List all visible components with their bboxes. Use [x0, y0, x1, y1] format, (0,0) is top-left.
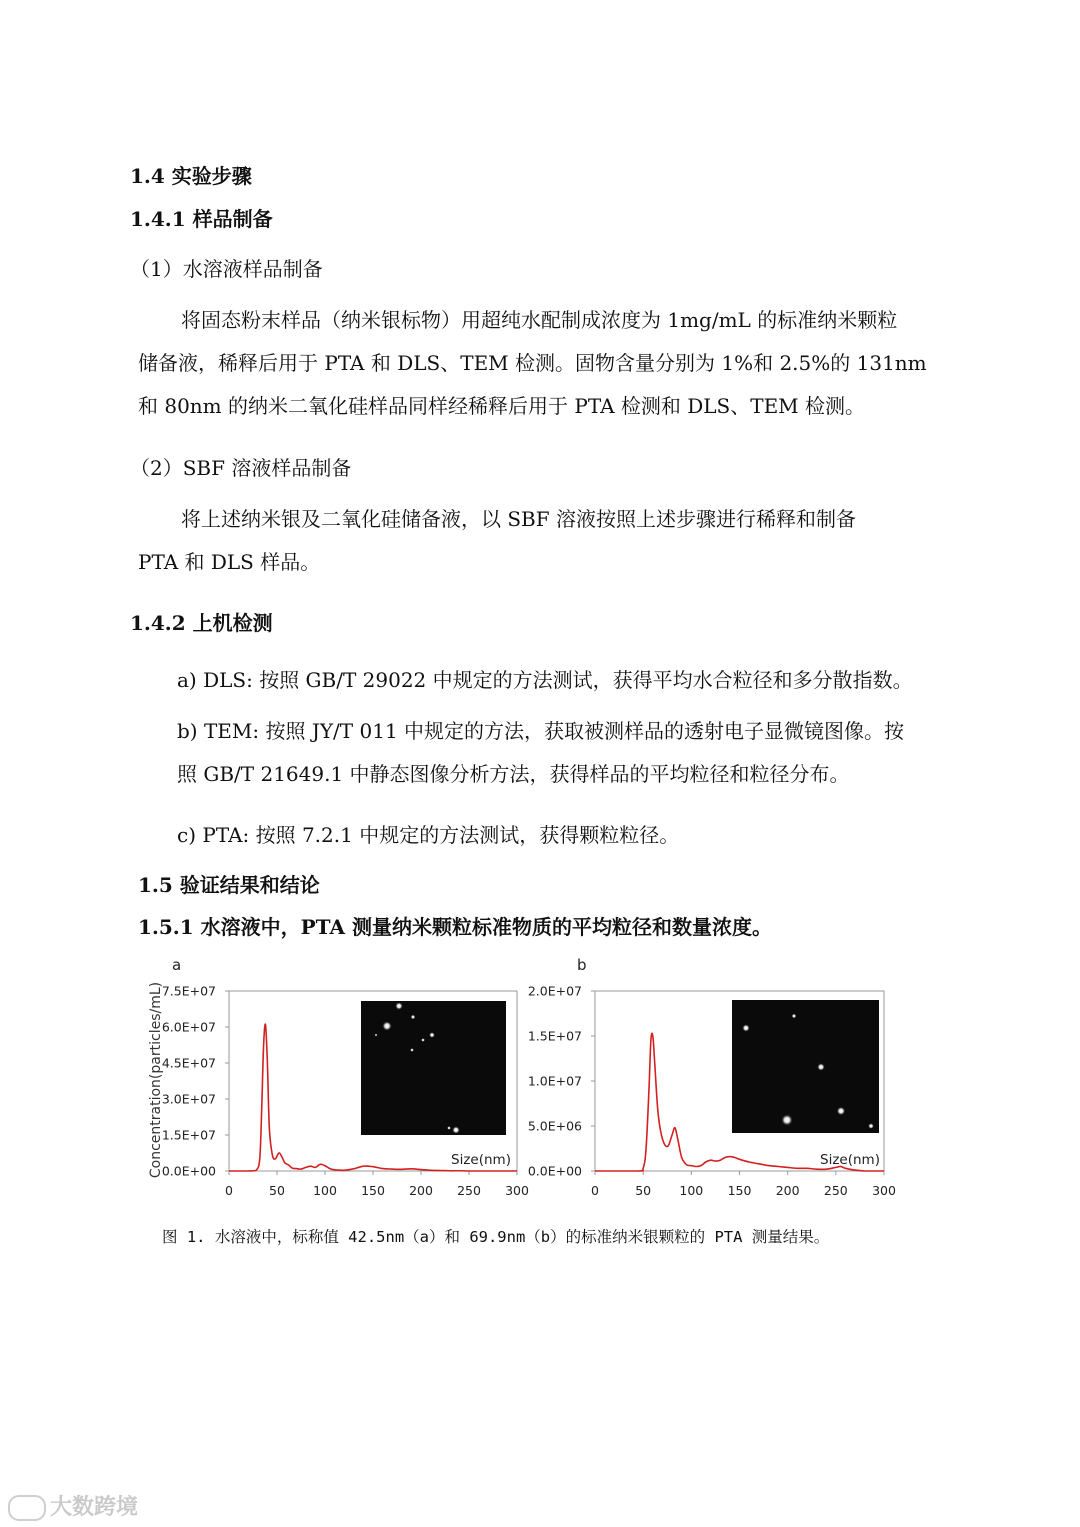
section-heading-1-5-1: 1.5.1 水溶液中，PTA 测量纳米颗粒标准物质的平均粒径和数量浓度。 — [138, 915, 772, 939]
panel-label-b: b — [577, 956, 587, 974]
y-axis-label-a: Concentration(particles/mL) — [148, 981, 164, 1179]
paragraph-line: PTA 和 DLS 样品。 — [138, 550, 321, 574]
x-tick-label: 250 — [457, 1183, 481, 1198]
chart-panel-a — [148, 956, 529, 1198]
x-tick-label: 100 — [679, 1183, 704, 1198]
section-heading-1-4-2: 1.4.2 上机检测 — [130, 611, 273, 635]
section-heading-1-5: 1.5 验证结果和结论 — [138, 873, 320, 897]
panel-label-a: a — [172, 956, 182, 974]
y-tick-label: 0.0E+00 — [161, 1163, 216, 1179]
paragraph-aqueous-prep — [138, 299, 927, 428]
subsection-label-aqueous: （1）水溶液样品制备 — [130, 257, 323, 281]
y-tick-label: 3.0E+07 — [161, 1091, 216, 1107]
paragraph-line: 和 80nm 的纳米二氧化硅样品同样经稀释后用于 PTA 检测和 DLS、TEM 检测。 — [138, 394, 866, 418]
x-axis-label-a: Size(nm) — [451, 1152, 511, 1168]
x-tick-label: 150 — [727, 1183, 752, 1198]
y-tick-label: 4.5E+07 — [161, 1055, 216, 1071]
x-tick-label: 200 — [775, 1183, 800, 1198]
list-item-dls: a) DLS: 按照 GB/T 29022 中规定的方法测试，获得平均水合粒径和多分散指数。 — [177, 668, 913, 692]
subsection-label-sbf: （2）SBF 溶液样品制备 — [130, 456, 352, 480]
x-tick-label: 0 — [591, 1183, 599, 1198]
inset-micrograph-b — [732, 1000, 879, 1133]
y-tick-label: 1.5E+07 — [527, 1028, 582, 1044]
y-tick-label: 2.0E+07 — [527, 983, 582, 999]
watermark — [8, 1490, 138, 1521]
x-tick-label: 300 — [505, 1183, 529, 1198]
paragraph-line: 储备液，稀释后用于 PTA 和 DLS、TEM 检测。固物含量分别为 1%和 2.5%的 131nm — [138, 351, 927, 375]
watermark-text: 大数跨境 — [50, 1495, 139, 1520]
y-tick-label: 1.0E+07 — [527, 1073, 582, 1089]
x-ticks-b — [591, 1171, 896, 1198]
x-tick-label: 300 — [872, 1183, 896, 1198]
figure-pta-charts — [0, 945, 1080, 1215]
list-item-line: b) TEM: 按照 JY/T 011 中规定的方法，获取被测样品的透射电子显微镜图像。按 — [177, 719, 905, 743]
x-tick-label: 0 — [225, 1183, 233, 1198]
paragraph-line: 将上述纳米银及二氧化硅储备液，以 SBF 溶液按照上述步骤进行稀释和制备 — [181, 507, 856, 531]
y-tick-label: 7.5E+07 — [161, 983, 216, 999]
section-heading-1-4-1: 1.4.1 样品制备 — [130, 207, 273, 231]
y-tick-label: 6.0E+07 — [161, 1019, 216, 1035]
list-item-tem — [177, 710, 904, 796]
x-tick-label: 200 — [409, 1183, 433, 1198]
x-axis-label-b: Size(nm) — [820, 1152, 880, 1168]
x-tick-label: 150 — [361, 1183, 385, 1198]
y-tick-label: 5.0E+06 — [527, 1118, 582, 1134]
figure-caption: 图 1. 水溶液中，标称值 42.5nm（a）和 69.9nm（b）的标准纳米银颗粒的 PTA 测量结果。 — [162, 1228, 830, 1246]
y-tick-label: 1.5E+07 — [161, 1127, 216, 1143]
list-item-line: 照 GB/T 21649.1 中静态图像分析方法，获得样品的平均粒径和粒径分布。 — [177, 762, 850, 786]
paragraph-line: 将固态粉末样品（纳米银标物）用超纯水配制成浓度为 1mg/mL 的标准纳米颗粒 — [181, 308, 898, 332]
y-ticks-a — [162, 984, 229, 1179]
watermark-logo-icon — [8, 1495, 46, 1521]
x-tick-label: 250 — [823, 1183, 848, 1198]
chart-panel-b — [528, 956, 896, 1198]
inset-micrograph-a — [361, 1001, 506, 1135]
list-item-pta: c) PTA: 按照 7.2.1 中规定的方法测试，获得颗粒粒径。 — [177, 823, 680, 847]
x-ticks-a — [225, 1171, 529, 1198]
section-heading-1-4: 1.4 实验步骤 — [130, 164, 252, 188]
y-ticks-b — [528, 984, 595, 1179]
x-tick-label: 100 — [313, 1183, 337, 1198]
y-tick-label: 0.0E+00 — [527, 1163, 582, 1179]
paragraph-sbf-prep — [138, 498, 856, 584]
x-tick-label: 50 — [635, 1183, 652, 1198]
x-tick-label: 50 — [269, 1183, 285, 1198]
